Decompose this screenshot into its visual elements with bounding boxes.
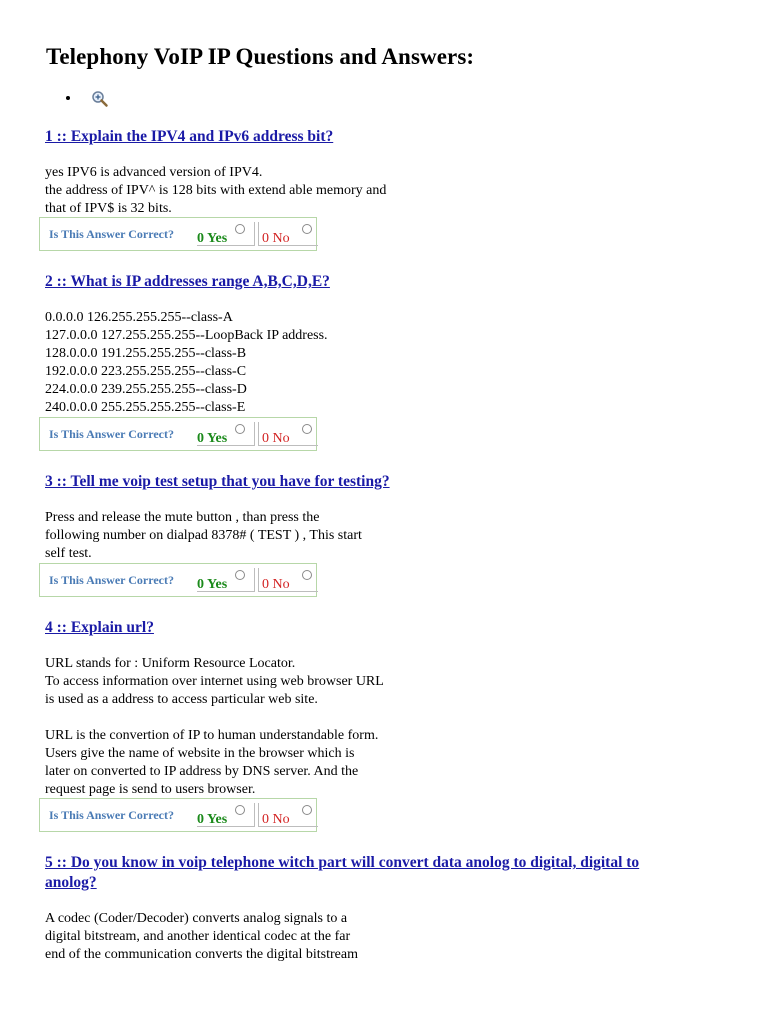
question-2-link[interactable]: 2 :: What is IP addresses range A,B,C,D,E? (45, 273, 330, 290)
answer-line: end of the communication converts the digital bitstream (45, 947, 358, 962)
answer-line: 127.0.0.0 127.255.255.255--LoopBack IP address. (45, 328, 328, 343)
answer-line: digital bitstream, and another identical codec at the far (45, 929, 351, 944)
answer-rating-3 (39, 563, 317, 597)
no-radio[interactable] (302, 805, 312, 815)
answer-line: later on converted to IP address by DNS server. And the (45, 764, 359, 779)
answer-line: yes IPV6 is advanced version of IPV4. (45, 165, 263, 180)
answer-line: is used as a address to access particular web site. (45, 692, 318, 707)
rating-no (258, 803, 318, 827)
question-5-title-line1: 5 :: Do you know in voip telephone witch part will convert data anolog to digital, digital to (45, 854, 640, 871)
no-radio[interactable] (302, 570, 312, 580)
rating-yes (197, 568, 255, 592)
yes-count: 0 Yes (197, 812, 228, 827)
no-count: 0 No (262, 431, 290, 446)
no-radio[interactable] (302, 224, 312, 234)
question-5-link[interactable] (45, 853, 639, 893)
answer-rating-4 (39, 798, 317, 832)
yes-count: 0 Yes (197, 431, 228, 446)
answer-rating-1 (39, 217, 317, 251)
yes-radio[interactable] (235, 570, 245, 580)
question-4-link[interactable]: 4 :: Explain url? (45, 619, 154, 636)
rating-no (258, 422, 318, 446)
question-1-link[interactable]: 1 :: Explain the IPV4 and IPv6 address bit? (45, 128, 334, 145)
rating-no (258, 222, 318, 246)
yes-radio[interactable] (235, 805, 245, 815)
zoom-in-icon[interactable] (91, 90, 109, 108)
answer-line: following number on dialpad 8378# ( TEST ) , This start (45, 528, 362, 543)
yes-count: 0 Yes (197, 577, 228, 592)
no-count: 0 No (262, 231, 290, 246)
answer-line: 240.0.0.0 255.255.255.255--class-E (45, 400, 246, 415)
answer-line: 0.0.0.0 126.255.255.255--class-A (45, 310, 233, 325)
no-count: 0 No (262, 812, 290, 827)
answer-line: the address of IPV^ is 128 bits with extend able memory and (45, 183, 387, 198)
rating-label: Is This Answer Correct? (49, 573, 175, 587)
answer-line: that of IPV$ is 32 bits. (45, 201, 172, 216)
rating-yes (197, 222, 255, 246)
answer-line: To access information over internet using web browser URL (45, 674, 384, 689)
paragraph-gap (45, 709, 384, 727)
rating-yes (197, 803, 255, 827)
page-title: Telephony VoIP IP Questions and Answers: (46, 44, 475, 69)
toolbar-list-item (66, 90, 126, 110)
rating-label: Is This Answer Correct? (49, 427, 175, 441)
answer-4 (45, 655, 384, 799)
answer-2 (45, 309, 328, 417)
yes-count: 0 Yes (197, 231, 228, 246)
answer-line: 128.0.0.0 191.255.255.255--class-B (45, 346, 247, 361)
answer-rating-2 (39, 417, 317, 451)
yes-radio[interactable] (235, 224, 245, 234)
answer-3 (45, 509, 362, 563)
rating-no (258, 568, 318, 592)
answer-line: request page is send to users browser. (45, 782, 256, 797)
rating-yes (197, 422, 255, 446)
answer-line: self test. (45, 546, 92, 561)
answer-5 (45, 910, 358, 964)
yes-radio[interactable] (235, 424, 245, 434)
no-radio[interactable] (302, 424, 312, 434)
answer-line: 224.0.0.0 239.255.255.255--class-D (45, 382, 247, 397)
answer-line: Press and release the mute button , than press the (45, 510, 320, 525)
question-3-link[interactable]: 3 :: Tell me voip test setup that you have for testing? (45, 473, 390, 490)
answer-line: URL is the convertion of IP to human understandable form. (45, 728, 379, 743)
answer-line: 192.0.0.0 223.255.255.255--class-C (45, 364, 247, 379)
answer-1 (45, 164, 386, 218)
question-5-title-line2: anolog? (45, 874, 97, 891)
rating-label: Is This Answer Correct? (49, 808, 175, 822)
list-bullet (66, 96, 70, 100)
rating-label: Is This Answer Correct? (49, 227, 175, 241)
answer-line: A codec (Coder/Decoder) converts analog signals to a (45, 911, 348, 926)
answer-line: Users give the name of website in the browser which is (45, 746, 355, 761)
no-count: 0 No (262, 577, 290, 592)
answer-line: URL stands for : Uniform Resource Locator. (45, 656, 296, 671)
